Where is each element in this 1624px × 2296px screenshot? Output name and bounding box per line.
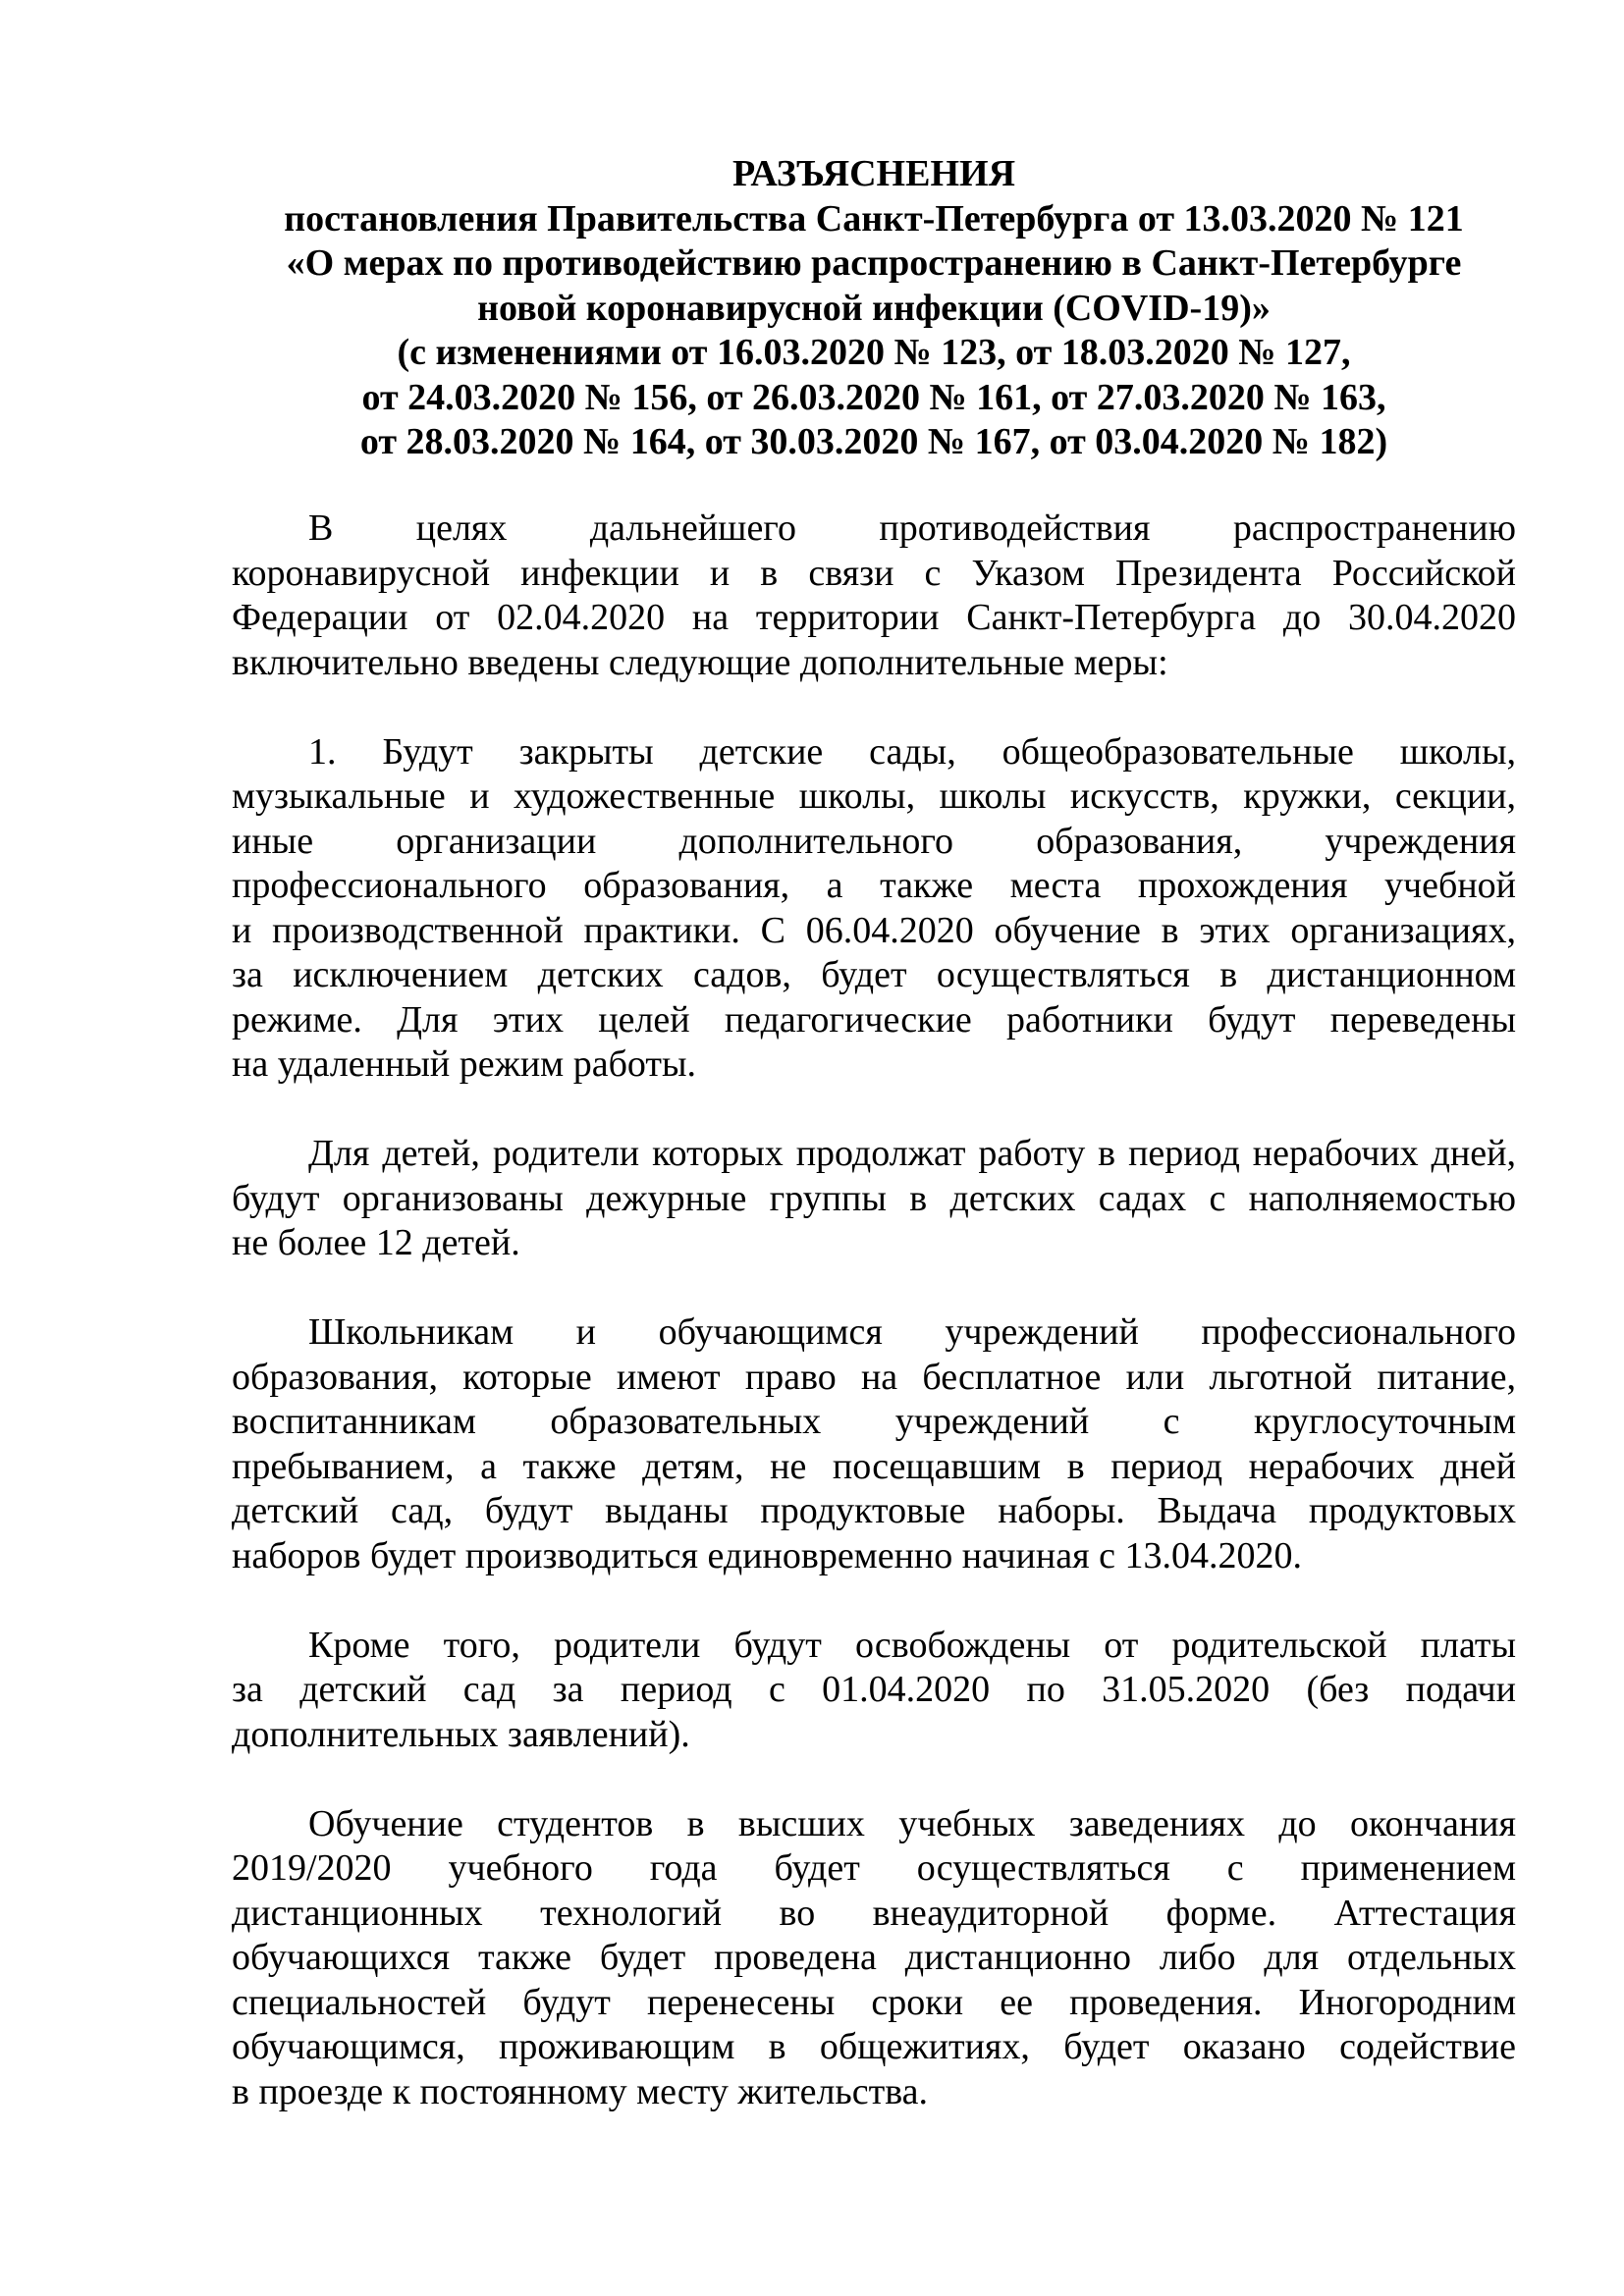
text-line: режиме. Для этих целей педагогические работники будут переведены [232, 998, 1516, 1041]
paragraph-duty-groups [232, 1132, 1516, 1266]
paragraph-item-1 [232, 730, 1516, 1088]
header-line: (с изменениями от 16.03.2020 № 123, от 18.03.2020 № 127, [397, 332, 1351, 373]
text-line: Федерации от 02.04.2020 на территории Санкт-Петербурга до 30.04.2020 [232, 597, 1516, 638]
header-line: постановления Правительства Санкт-Петербурга от 13.03.2020 № 121 [284, 197, 1464, 240]
header-line: от 24.03.2020 № 156, от 26.03.2020 № 161, от 27.03.2020 № 163, [361, 376, 1386, 418]
text-line: иные организации дополнительного образования, учреждения [232, 820, 1516, 862]
document-title: РАЗЪЯСНЕНИЯ [731, 153, 1016, 194]
text-line: на удаленный режим работы. [232, 1043, 697, 1085]
paragraph-intro [232, 507, 1516, 685]
text-line: включительно введены следующие дополнительные меры: [232, 641, 1168, 683]
document-header [232, 152, 1516, 465]
paragraph-higher-education [232, 1802, 1516, 2115]
text-line: профессионального образования, а также места прохождения учебной [232, 865, 1516, 906]
text-line: специальностей будут перенесены сроки ее проведения. Иногородним [232, 1981, 1516, 2023]
document-body [232, 507, 1516, 2160]
header-line: «О мерах по противодействию распространению в Санкт-Петербурге [286, 242, 1462, 284]
text-line: воспитанникам образовательных учреждений с круглосуточным [232, 1401, 1516, 1442]
text-line: дистанционных технологий во внеаудиторной форме. Аттестация [232, 1892, 1516, 1934]
text-line: 1. Будут закрыты детские сады, общеобразовательные школы, [308, 730, 1516, 773]
text-line: музыкальные и художественные школы, школы искусств, кружки, секции, [232, 775, 1516, 817]
text-line: дополнительных заявлений). [232, 1713, 690, 1755]
text-line: Обучение студентов в высших учебных заведениях до окончания [308, 1802, 1516, 1844]
header-line: новой коронавирусной инфекции (COVID-19)» [477, 287, 1271, 329]
text-line: коронавирусной инфекции и в связи с Указом Президента Российской [232, 552, 1516, 594]
text-line: 2019/2020 учебного года будет осуществляться с применением [232, 1847, 1516, 1889]
text-line: обучающихся также будет проведена дистанционно либо для отдельных [232, 1937, 1516, 1978]
text-line: за детский сад за период с 01.04.2020 по 31.05.2020 (без подачи [232, 1669, 1516, 1710]
text-line: В целях дальнейшего противодействия распространению [308, 507, 1516, 549]
text-line: детский сад, будут выданы продуктовые наборы. Выдача продуктовых [232, 1490, 1516, 1531]
text-line: не более 12 детей. [232, 1222, 520, 1263]
text-line: в проезде к постоянному месту жительства. [232, 2070, 929, 2112]
text-line: Кроме того, родители будут освобождены от родительской платы [308, 1624, 1516, 1666]
paragraph-food-kits [232, 1310, 1516, 1578]
text-line: за исключением детских садов, будет осуществляться в дистанционном [232, 954, 1516, 995]
text-line: обучающимся, проживающим в общежитиях, будет оказано содействие [232, 2026, 1516, 2067]
header-line: от 28.03.2020 № 164, от 30.03.2020 № 167, от 03.04.2020 № 182) [359, 421, 1388, 462]
paragraph-parent-fees [232, 1624, 1516, 1758]
text-line: образования, которые имеют право на бесплатное или льготной питание, [232, 1356, 1516, 1398]
text-line: Школьникам и обучающимся учреждений профессионального [308, 1311, 1516, 1353]
text-line: будут организованы дежурные группы в детских садах с наполняемостью [232, 1177, 1516, 1219]
text-line: и производственной практики. С 06.04.2020 обучение в этих организациях, [232, 909, 1516, 951]
text-line: наборов будет производиться единовременно начиная с 13.04.2020. [232, 1534, 1302, 1576]
text-line: пребыванием, а также детям, не посещавшим в период нерабочих дней [232, 1445, 1516, 1487]
text-line: Для детей, родители которых продолжат работу в период нерабочих дней, [308, 1133, 1516, 1174]
